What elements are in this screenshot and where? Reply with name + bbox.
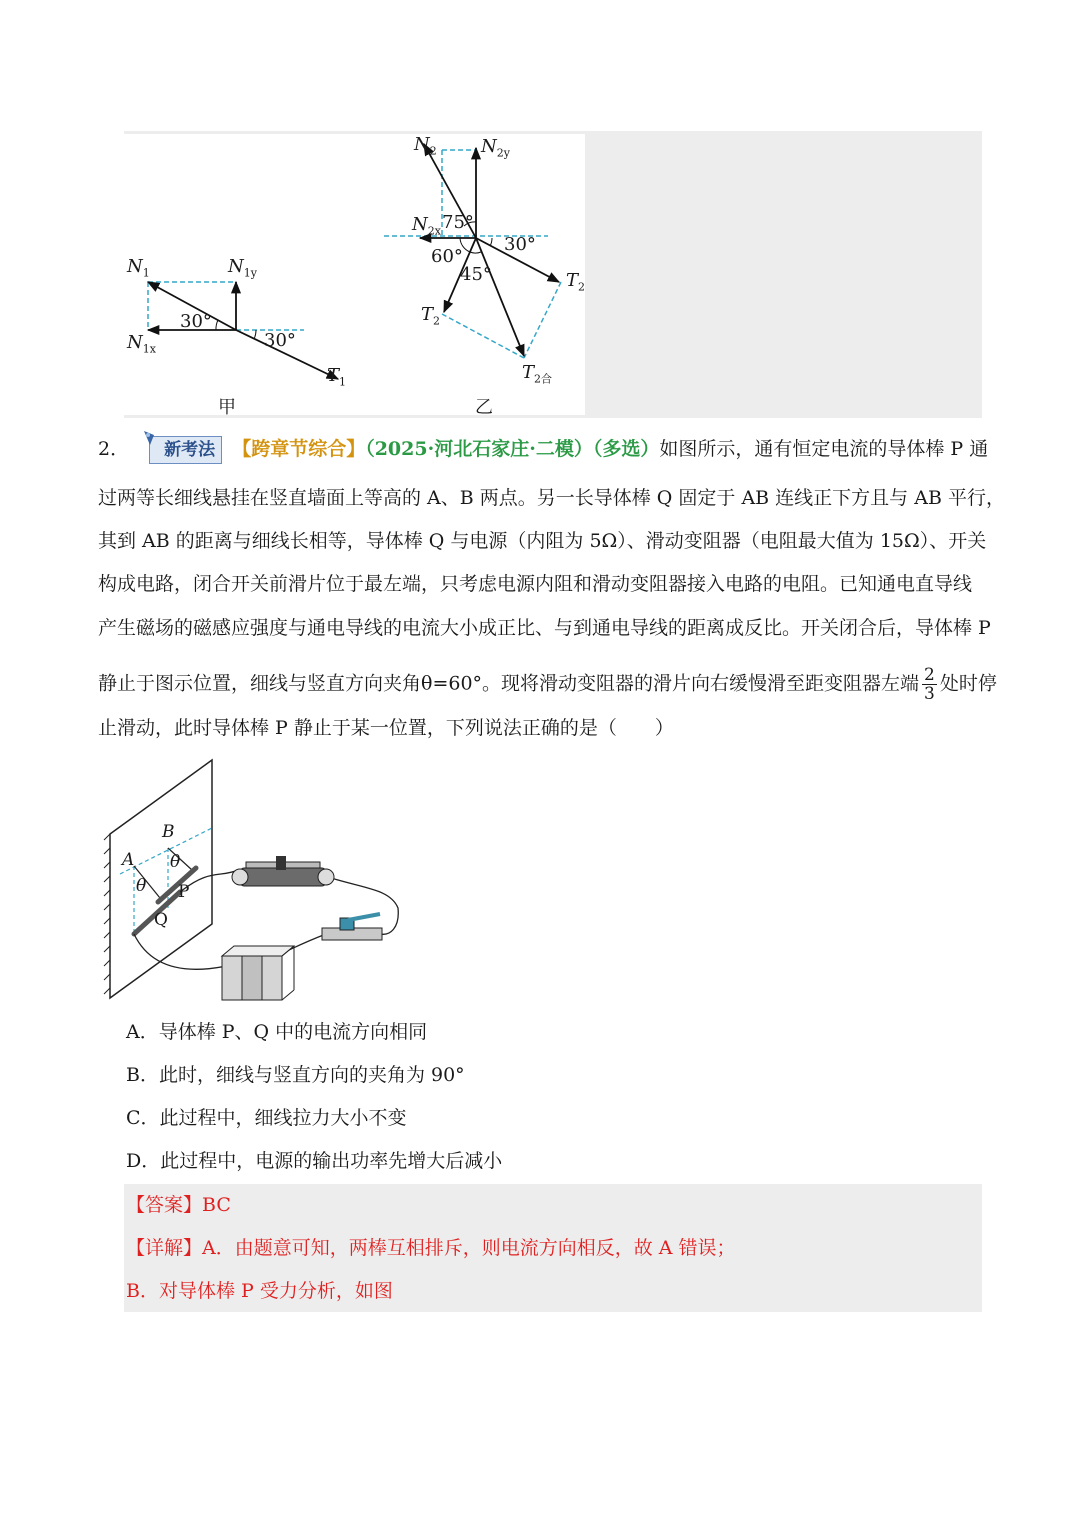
option-c: C．此过程中，细线拉力大小不变 (126, 1107, 407, 1129)
lamp-icon (142, 429, 160, 447)
tag-source: （2025·河北石家庄·二模）（多选） (365, 438, 660, 460)
question-number: 2． (98, 438, 130, 460)
label-n2y: $N_{2y}$ (481, 136, 510, 160)
label-angle-60: 60° (431, 246, 463, 267)
label-t2-sum: $T_{2合}$ (522, 362, 553, 386)
label-n1x: $N_{1x}$ (127, 332, 156, 356)
question-line-3: 其到 AB 的距离与细线长相等，导体棒 Q 与电源（内阻为 5Ω）、滑动变阻器（电阻最大值为 15Ω）、开关 (98, 530, 987, 552)
diagram-jia (148, 282, 338, 379)
question-text-1: 如图所示，通有恒定电流的导体棒 P 通 (659, 438, 989, 460)
label-t2-right: $T_2$ (566, 270, 586, 294)
question-line-7: 止滑动，此时导体棒 P 静止于某一位置，下列说法正确的是（ ） (98, 717, 674, 739)
detail-b-line: B．对导体棒 P 受力分析，如图 (126, 1280, 393, 1302)
circuit-label-q: Q (154, 910, 168, 930)
label-angle-75: 75° (442, 212, 474, 233)
circuit-label-theta-1: θ (136, 876, 147, 896)
force-diagram-svg (124, 134, 585, 415)
label-angle-30-a: 30° (180, 311, 212, 332)
label-t1: $T_1$ (327, 365, 347, 389)
label-t2-left: $T_2$ (421, 304, 441, 328)
circuit-label-a: A (122, 850, 135, 870)
caption-yi: 乙 (475, 397, 493, 418)
label-n1: $N_1$ (127, 256, 150, 280)
circuit-label-theta-2: θ (170, 852, 181, 872)
question-line-4: 构成电路，闭合开关前滑片位于最左端，只考虑电源内阻和滑动变阻器接入电路的电阻。已知通电直导线 (98, 573, 973, 595)
label-angle-30-b: 30° (264, 330, 296, 351)
circuit-svg (100, 758, 410, 1004)
question-line-6: 静止于图示位置，细线与竖直方向夹角θ=60°。现将滑动变阻器的滑片向右缓慢滑至距变阻器左端 $\frac{2}{3}$ 处时停 (98, 665, 997, 704)
new-method-badge: 新考法 (149, 436, 222, 464)
label-n2x: $N_{2x}$ (412, 214, 441, 238)
detail-line: 【详解】A．由题意可知，两棒互相排斥，则电流方向相反，故 A 错误； (126, 1237, 736, 1259)
caption-jia: 甲 (218, 397, 236, 418)
question-line-2: 过两等长细线悬挂在竖直墙面上等高的 A、B 两点。另一长导体棒 Q 固定于 AB 连线正下方且与 AB 平行， (98, 487, 1005, 509)
circuit-figure (100, 758, 410, 1004)
label-n2: $N_2$ (414, 134, 437, 158)
label-angle-30-c: 30° (504, 234, 536, 255)
option-d: D．此过程中，电源的输出功率先增大后减小 (126, 1150, 503, 1172)
force-diagram-figure (124, 134, 586, 418)
label-n1y: $N_{1y}$ (228, 256, 257, 280)
answer-line: 【答案】BC (126, 1194, 231, 1216)
tag-chapter: 【跨章节综合】 (232, 438, 366, 460)
question-line-5: 产生磁场的磁感应强度与通电导线的电流大小成正比、与到通电导线的距离成反比。开关闭合后，导体棒 P (98, 617, 991, 639)
option-b: B．此时，细线与竖直方向的夹角为 90° (126, 1064, 465, 1086)
circuit-label-p: P (178, 882, 190, 902)
option-a: A．导体棒 P、Q 中的电流方向相同 (126, 1021, 428, 1043)
fraction-two-thirds: $\frac{2}{3}$ (924, 665, 935, 704)
question-line-1 (98, 436, 988, 464)
circuit-label-b: B (162, 822, 175, 842)
label-angle-45: 45° (460, 264, 492, 285)
